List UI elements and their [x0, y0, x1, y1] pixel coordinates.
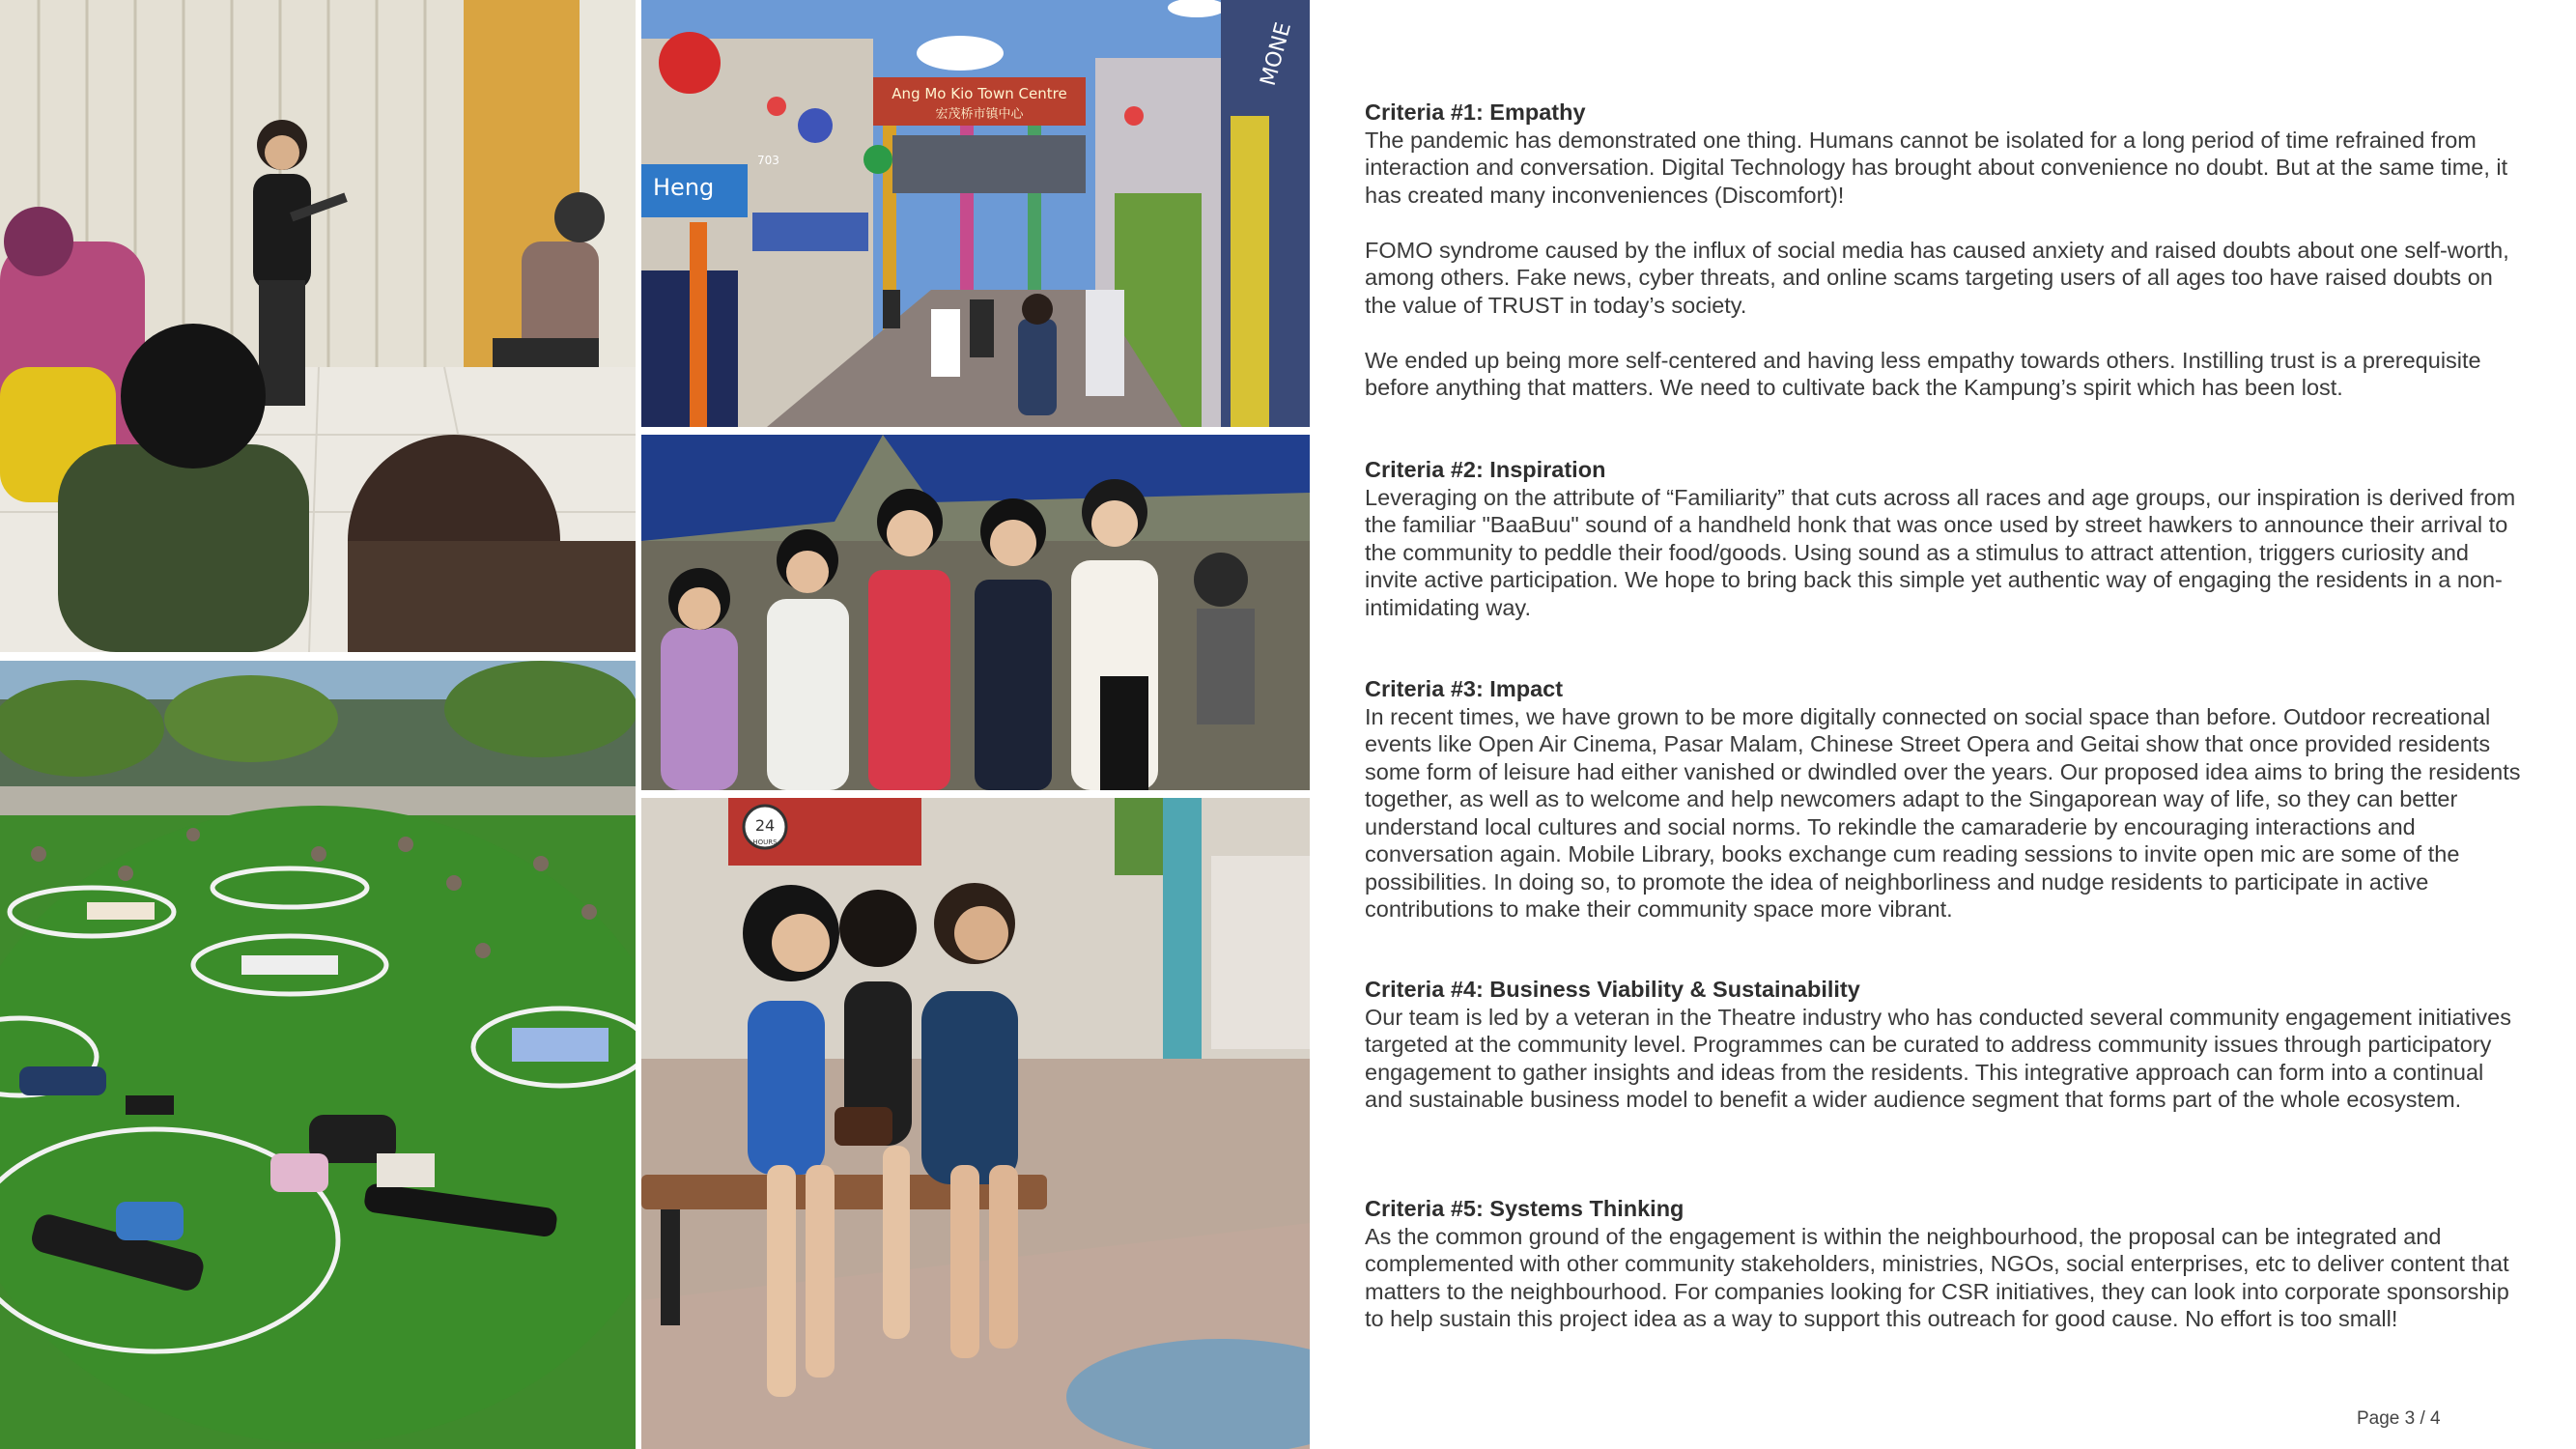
photo-workshop — [0, 0, 636, 652]
criteria-title: Criteria #3: Impact — [1365, 676, 1564, 701]
photo-children — [641, 435, 1310, 790]
criteria-business-viability — [1365, 976, 2524, 1114]
clock-sign-number: 24 — [754, 816, 776, 835]
criteria-title: Criteria #2: Inspiration — [1365, 457, 1606, 482]
criteria-paragraph: As the common ground of the engagement is within the neighbourhood, the proposal can be integrated and complemented with other community stakeholders, ministries, NGOs, social enterprises, etc to deliver content that matters to the neighbourhood. For companies looking for CSR initiatives, they can look into corporate sponsorship to help sustain this project idea as a way to support this outreach for good cause. No effort is too small! — [1365, 1223, 2509, 1331]
photo-town-centre — [641, 0, 1310, 427]
criteria-paragraph: The pandemic has demonstrated one thing. Humans cannot be isolated for a long period of time refrained from interaction and conversation. Digital Technology has brought about convenience no doubt. But at the same time, it has created many inconveniences (Discomfort)! — [1365, 127, 2508, 208]
criteria-paragraph: We ended up being more self-centered and having less empathy towards others. Instilling trust is a prerequisite before anything that matters. We need to cultivate back the Kampung’s spirit which has been lost. — [1365, 347, 2481, 400]
criteria-inspiration — [1365, 456, 2524, 621]
criteria-title: Criteria #5: Systems Thinking — [1365, 1196, 1684, 1221]
criteria-impact — [1365, 675, 2524, 923]
shop-sign-heng: Heng — [653, 174, 715, 201]
criteria-paragraph: Our team is led by a veteran in the Theatre industry who has conducted several community engagement initiatives targeted at the community level. Programmes can be curated to address community issues through participatory engagement to gather insights and ideas from the residents. This integrative approach can form into a continual and sustainable business model to benefit a wider audience segment that forms part of the whole ecosystem. — [1365, 1004, 2511, 1112]
photo-park — [0, 661, 636, 1449]
criteria-systems-thinking — [1365, 1195, 2524, 1333]
criteria-paragraph: Leveraging on the attribute of “Familiarity” that cuts across all races and age groups, our inspiration is derived from the familiar "BaaBuu" sound of a handheld honk that was once used by street hawkers to announce their arrival to the community to peddle their food/goods. Using sound as a stimulus to attract attention, triggers curiosity and invite active participation. We hope to bring back this simple yet authentic way of engaging the residents in a non-intimidating way. — [1365, 484, 2516, 620]
criteria-empathy — [1365, 99, 2524, 402]
photo-friends — [641, 798, 1310, 1449]
clock-sign-hours: HOURS — [752, 838, 778, 846]
shop-sign-mone: MONE — [1256, 19, 1297, 89]
town-centre-sign-cn: 宏茂桥市镇中心 — [935, 107, 1024, 122]
criteria-paragraph: In recent times, we have grown to be more digitally connected on social space than before. Outdoor recreational events like Open Air Cinema, Pasar Malam, Chinese Street Opera and Geitai show that once provided residents some form of leisure had either vanished or dwindled over the years. Our proposed idea aims to bring the residents together, as well as to welcome and help newcomers adapt to the Singaporean way of life, so they can better understand local cultures and social norms. To rekindle the camaraderie by encouraging interactions and conversation again. Mobile Library, books exchange cum reading sessions to invite open mic are some of the possibilities. In doing so, to promote the idea of neighborliness and nudge residents to participate in active contributions to make their community space more vibrant. — [1365, 703, 2521, 922]
town-centre-sign: Ang Mo Kio Town Centre — [892, 85, 1067, 102]
block-number: 703 — [757, 154, 779, 167]
page-number: Page 3 / 4 — [2357, 1408, 2441, 1429]
criteria-title: Criteria #1: Empathy — [1365, 99, 1586, 125]
criteria-title: Criteria #4: Business Viability & Sustainability — [1365, 977, 1860, 1002]
criteria-paragraph: FOMO syndrome caused by the influx of social media has caused anxiety and raised doubts about one self-worth, among others. Fake news, cyber threats, and online scams targeting users of all ages too have raised doubts on the value of TRUST in today’s society. — [1365, 237, 2509, 318]
